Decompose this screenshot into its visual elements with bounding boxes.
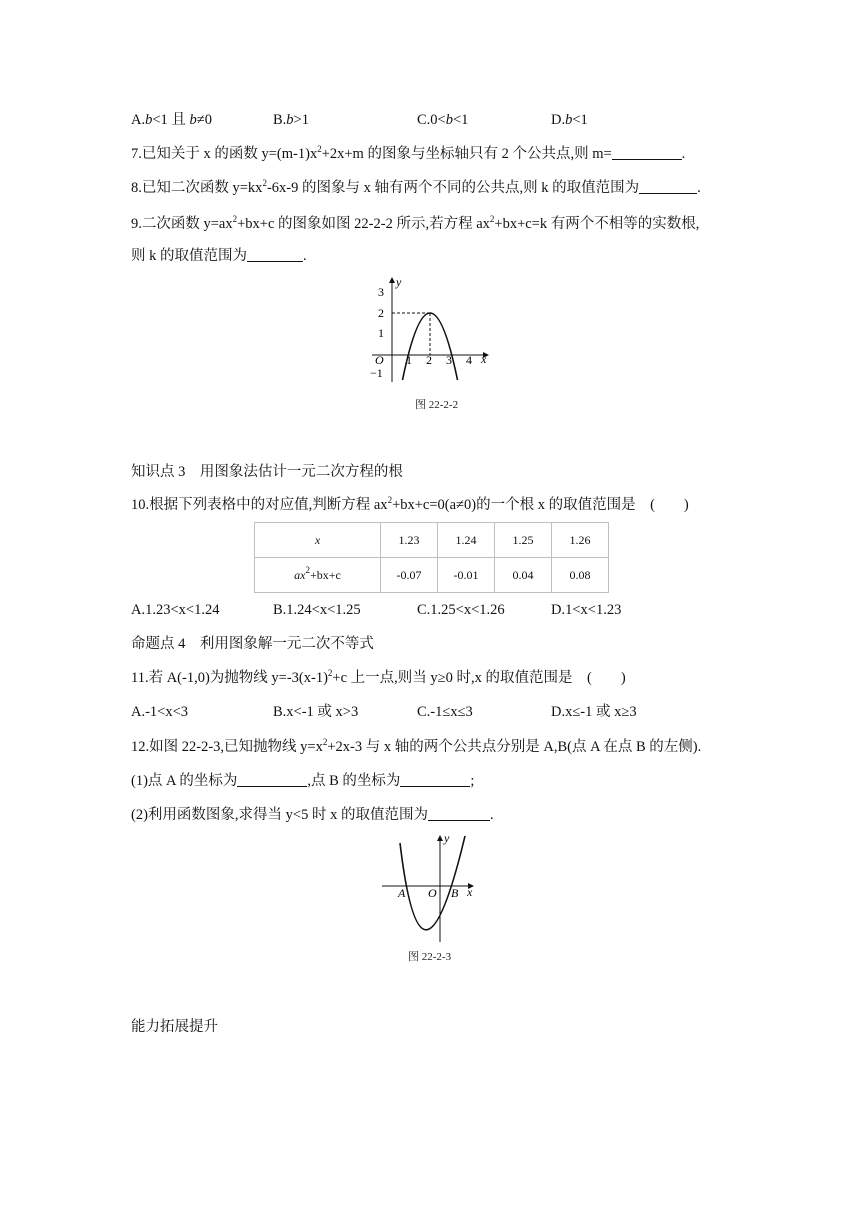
table-cell: 1.23 <box>381 523 438 558</box>
figure-22-2-2 <box>362 275 502 383</box>
table-row <box>255 558 609 593</box>
q10-option-b: B.1.24<x<1.25 <box>273 602 361 618</box>
question-9-line2: 则 k 的取值范围为 . <box>131 248 307 264</box>
table-cell: -0.07 <box>381 558 438 593</box>
q6-option-a: A.b<1 且 b≠0 <box>131 112 213 128</box>
point-a-label: A <box>398 886 406 900</box>
q11-option-c: C.-1≤x≤3 <box>417 704 473 720</box>
question-10: 10.根据下列表格中的对应值,判断方程 $ax^2+bx+c=0(a\ne 0)$的一个根 x 的取值范围是 ( ) <box>131 495 689 513</box>
question-7: 7.已知关于 x 的函数 $y=(m-1)x^2+2x+m$ 的图象与坐标轴只有 2 个公共点,则 m= . <box>131 144 686 162</box>
table-cell: 0.08 <box>552 558 609 593</box>
x-tick-2: 2 <box>426 353 432 367</box>
value-table <box>254 522 609 593</box>
table-header-cell: $ax^2+bx+c$ <box>255 558 381 593</box>
x-tick-1: 1 <box>406 353 412 367</box>
q10-option-d: D.1<x<1.23 <box>551 602 622 618</box>
table-cell: -0.01 <box>438 558 495 593</box>
q11-option-a: A.-1<x<3 <box>131 704 189 720</box>
table-cell: 0.04 <box>495 558 552 593</box>
y-tick-3: 3 <box>378 285 384 299</box>
parabola-curve <box>400 836 465 930</box>
y-tick-1: 1 <box>378 326 384 340</box>
x-tick-4: 4 <box>466 353 472 367</box>
y-axis-label: y <box>396 275 402 289</box>
y-axis-label: y <box>444 832 450 845</box>
table-header-cell: x <box>255 523 381 558</box>
origin-label: O <box>375 353 384 367</box>
q11-option-b: B.x<-1 或 x>3 <box>273 704 359 720</box>
x-axis-label: x <box>481 352 487 366</box>
y-tick-2: 2 <box>378 306 384 320</box>
question-12: 12.如图 22-2-3,已知抛物线 $y=x^2+2x-3$ 与 x 轴的两个公共点分别是 A,B(点 A 在点 B 的左侧). <box>131 737 702 755</box>
table-cell: 1.25 <box>495 523 552 558</box>
y-axis-arrow <box>389 277 395 283</box>
q6-option-b: B.b>1 <box>273 112 309 128</box>
table-cell: 1.24 <box>438 523 495 558</box>
q10-option-c: C.1.25<x<1.26 <box>417 602 505 618</box>
q6-option-d: D.b<1 <box>551 112 588 128</box>
figure-22-2-3-caption: 图 22-2-3 <box>408 951 452 963</box>
question-11: 11.若 A(-1,0)为抛物线 $y=-3(x-1)^2+c$ 上一点,则当 y≥0 时,x 的取值范围是 ( ) <box>131 668 626 686</box>
question-12-part1: (1)点 A 的坐标为 ,点 B 的坐标为 ; <box>131 773 475 789</box>
question-8: 8.已知二次函数 $y=kx^2-6x-9$ 的图象与 x 轴有两个不同的公共点,则 k 的取值范围为 . <box>131 178 701 196</box>
figure-22-2-3 <box>376 832 486 944</box>
origin-label: O <box>428 886 437 900</box>
q10-option-a: A.1.23<x<1.24 <box>131 602 220 618</box>
section-4-heading: 命题点 4 利用图象解一元二次不等式 <box>131 636 374 652</box>
figure-22-2-2-caption: 图 22-2-2 <box>415 399 459 411</box>
ability-extension-heading: 能力拓展提升 <box>131 1019 218 1035</box>
table-row <box>255 523 609 558</box>
y-axis-arrow <box>437 835 443 841</box>
x-axis-label: x <box>467 885 473 899</box>
section-3-heading: 知识点 3 用图象法估计一元二次方程的根 <box>131 464 403 480</box>
q11-option-d: D.x≤-1 或 x≥3 <box>551 704 637 720</box>
y-tick-neg1: −1 <box>370 366 383 380</box>
question-9-line1: 9.二次函数 $y=ax^2+bx+c$ 的图象如图 22-2-2 所示,若方程 $ax^2+bx+c=k$ 有两个不相等的实数根, <box>131 214 700 232</box>
table-cell: 1.26 <box>552 523 609 558</box>
q6-option-c: C.0<b<1 <box>417 112 469 128</box>
x-tick-3: 3 <box>446 353 452 367</box>
point-b-label: B <box>451 886 459 900</box>
question-12-part2: (2)利用函数图象,求得当 y<5 时 x 的取值范围为 . <box>131 807 494 823</box>
